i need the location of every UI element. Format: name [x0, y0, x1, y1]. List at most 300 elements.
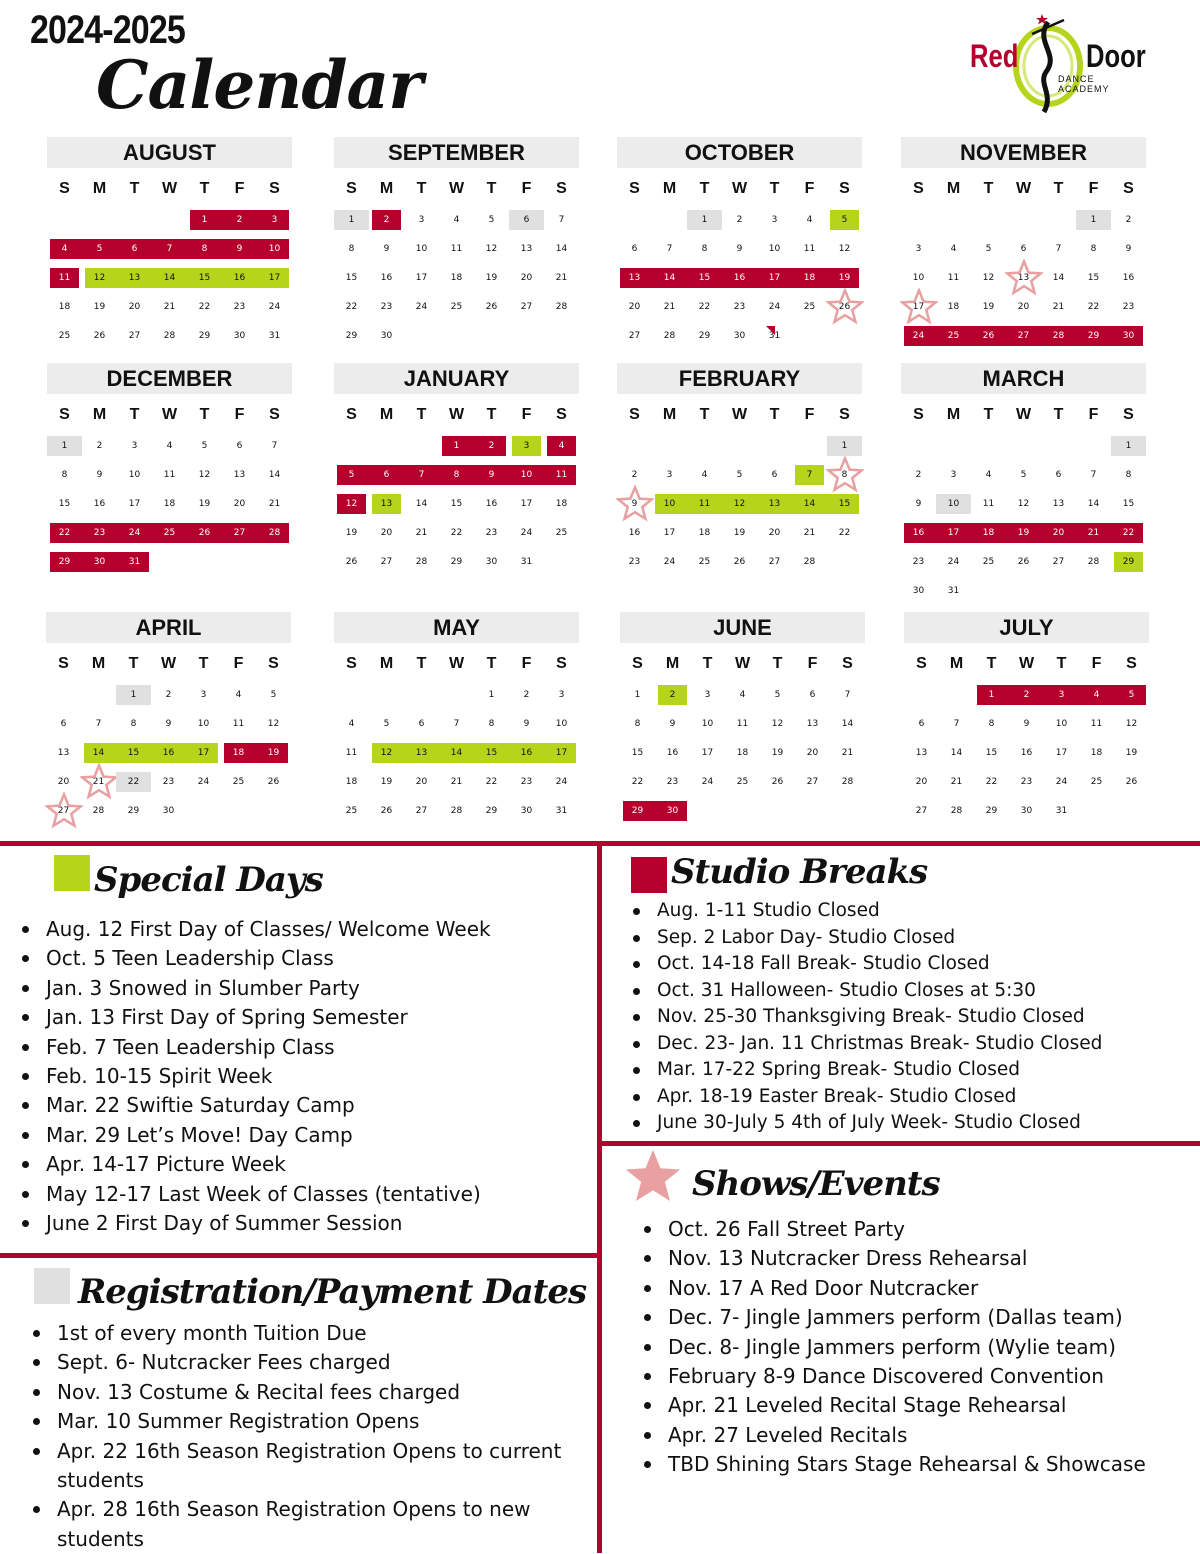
shows-events-title: Shows/Events [692, 1164, 940, 1204]
day-cell: 13 [1017, 273, 1030, 283]
day-cell: 26 [1017, 557, 1030, 567]
day-cell: 10 [197, 719, 210, 729]
day-cell: 30 [233, 331, 246, 341]
day-cell: 10 [663, 499, 676, 509]
day-cell: 9 [1023, 719, 1030, 729]
weekday-label: T [1056, 655, 1067, 672]
list-item: Aug. 12 First Day of Classes/ Welcome Week [20, 915, 590, 944]
weekday-label: W [160, 655, 177, 672]
day-cell: 4 [950, 244, 957, 254]
day-cell: 6 [236, 441, 243, 451]
day-cell: 30 [485, 557, 498, 567]
day-cell: 5 [270, 690, 277, 700]
day-cell: 5 [1020, 470, 1027, 480]
day-cell: 1 [116, 685, 151, 705]
weekday-label: M [662, 406, 677, 423]
day-cell: 23 [520, 777, 533, 787]
day-cell: 9 [383, 244, 390, 254]
weekday-label: T [129, 406, 140, 423]
day-cell: 14 [841, 719, 854, 729]
day-cell: 15 [127, 748, 140, 758]
weekday-header [46, 655, 291, 677]
day-grid [334, 432, 579, 577]
day-cell: 13 [628, 273, 641, 283]
weekday-label: S [916, 655, 927, 672]
day-cell: 13 [768, 499, 781, 509]
day-cell: 16 [1020, 748, 1033, 758]
day-cell: 11 [345, 748, 358, 758]
day-cell: 16 [93, 499, 106, 509]
day-cell: 24 [197, 777, 210, 787]
day-cell: 9 [736, 244, 743, 254]
list-item: Oct. 31 Halloween- Studio Closes at 5:30 [631, 978, 1191, 1005]
day-cell: 20 [806, 748, 819, 758]
day-cell: 29 [127, 806, 140, 816]
month-march [901, 363, 1146, 606]
day-cell: 21 [268, 499, 281, 509]
day-cell: 13 [806, 719, 819, 729]
day-grid [47, 206, 292, 351]
day-cell: 23 [1122, 302, 1135, 312]
day-cell: 4 [453, 215, 460, 225]
day-cell: 21 [803, 528, 816, 538]
weekday-header [620, 655, 865, 677]
day-cell: 14 [163, 273, 176, 283]
month-may [334, 612, 579, 826]
day-cell: 11 [1090, 719, 1103, 729]
day-cell: 14 [415, 499, 428, 509]
weekday-label: M [92, 406, 107, 423]
day-cell: 31 [947, 586, 960, 596]
day-cell: 6 [918, 719, 925, 729]
day-cell: 13 [1052, 499, 1065, 509]
day-cell: 17 [520, 499, 533, 509]
day-grid [901, 432, 1146, 606]
day-cell: 7 [271, 441, 278, 451]
day-cell: 8 [1090, 244, 1097, 254]
weekday-label: M [379, 180, 394, 197]
weekday-label: S [629, 180, 640, 197]
day-cell: 19 [380, 777, 393, 787]
day-cell: 10 [128, 470, 141, 480]
weekday-label: S [556, 655, 567, 672]
day-cell: 18 [698, 528, 711, 538]
day-cell: 3 [271, 215, 278, 225]
event-star-icon [1005, 259, 1043, 297]
day-cell: 29 [631, 806, 644, 816]
day-cell: 12 [733, 499, 746, 509]
weekday-label: W [1015, 406, 1032, 423]
day-cell: 2 [1125, 215, 1132, 225]
day-cell: 6 [509, 210, 544, 230]
day-cell: 30 [666, 806, 679, 816]
day-grid [47, 432, 292, 577]
day-cell: 11 [736, 719, 749, 729]
day-cell: 8 [488, 719, 495, 729]
day-cell: 15 [58, 499, 71, 509]
weekday-label: M [946, 406, 961, 423]
day-cell: 21 [555, 273, 568, 283]
day-cell: 13 [128, 273, 141, 283]
day-cell: 26 [982, 331, 995, 341]
day-cell: 2 [631, 470, 638, 480]
list-item: Dec. 23- Jan. 11 Christmas Break- Studio Closed [631, 1031, 1191, 1058]
list-item: Apr. 22 16th Season Registration Opens to current students [31, 1437, 586, 1496]
event-star-icon [826, 456, 864, 494]
day-cell: 5 [736, 470, 743, 480]
day-cell: 31 [555, 806, 568, 816]
day-grid [617, 206, 862, 351]
weekday-label: S [1123, 180, 1134, 197]
day-cell: 25 [1090, 777, 1103, 787]
weekday-label: M [379, 406, 394, 423]
day-cell: 6 [131, 244, 138, 254]
day-cell: 5 [383, 719, 390, 729]
day-cell: 5 [488, 215, 495, 225]
day-cell: 8 [634, 719, 641, 729]
day-cell: 25 [803, 302, 816, 312]
list-item: Dec. 7- Jingle Jammers perform (Dallas team) [642, 1303, 1192, 1332]
list-item: February 8-9 Dance Discovered Convention [642, 1362, 1192, 1391]
list-item: Oct. 5 Teen Leadership Class [20, 944, 590, 973]
weekday-label: T [983, 406, 994, 423]
weekday-label: S [346, 406, 357, 423]
registration-title: Registration/Payment Dates [78, 1272, 587, 1312]
day-cell: 3 [131, 441, 138, 451]
day-cell: 19 [982, 302, 995, 312]
day-cell: 25 [345, 806, 358, 816]
weekday-label: S [556, 180, 567, 197]
day-cell: 16 [733, 273, 746, 283]
day-cell: 21 [663, 302, 676, 312]
day-cell: 24 [1055, 777, 1068, 787]
day-cell: 27 [1017, 331, 1030, 341]
day-cell: 4 [739, 690, 746, 700]
day-cell: 27 [915, 806, 928, 816]
day-cell: 26 [93, 331, 106, 341]
list-item: Nov. 13 Costume & Recital fees charged [31, 1378, 586, 1407]
day-cell: 22 [631, 777, 644, 787]
event-star-icon [616, 485, 654, 523]
day-cell: 10 [1055, 719, 1068, 729]
day-cell: 8 [1125, 470, 1132, 480]
day-cell: 16 [666, 748, 679, 758]
event-star-icon [80, 763, 118, 801]
day-cell: 18 [450, 273, 463, 283]
day-cell: 2 [488, 441, 495, 451]
day-cell: 23 [162, 777, 175, 787]
day-cell: 18 [736, 748, 749, 758]
day-cell: 31 [268, 331, 281, 341]
month-title: OCTOBER [617, 137, 862, 168]
day-cell: 31 [757, 326, 792, 346]
day-cell: 8 [201, 244, 208, 254]
list-item: Apr. 18-19 Easter Break- Studio Closed [631, 1084, 1191, 1111]
day-cell: 16 [162, 748, 175, 758]
day-cell: 21 [415, 528, 428, 538]
day-cell: 15 [698, 273, 711, 283]
list-item: June 2 First Day of Summer Session [20, 1209, 590, 1238]
list-item: Mar. 22 Swiftie Saturday Camp [20, 1091, 590, 1120]
weekday-label: T [769, 180, 780, 197]
day-cell: 12 [267, 719, 280, 729]
day-grid [617, 432, 862, 577]
day-cell: 20 [233, 499, 246, 509]
month-december [47, 363, 292, 577]
weekday-header [901, 180, 1146, 202]
day-cell: 15 [1122, 499, 1135, 509]
weekday-header [617, 406, 862, 428]
day-cell: 17 [912, 302, 925, 312]
day-cell: 18 [982, 528, 995, 538]
day-cell: 26 [267, 777, 280, 787]
day-cell: 12 [838, 244, 851, 254]
day-cell: 8 [453, 470, 460, 480]
day-cell: 1 [1076, 210, 1111, 230]
day-cell: 3 [704, 690, 711, 700]
weekday-label: W [448, 655, 465, 672]
day-cell: 29 [485, 806, 498, 816]
day-cell: 4 [701, 470, 708, 480]
day-cell: 25 [982, 557, 995, 567]
day-cell: 25 [947, 331, 960, 341]
red-door-logo [968, 10, 1146, 122]
weekday-label: M [379, 655, 394, 672]
day-cell: 8 [130, 719, 137, 729]
list-item: Mar. 29 Let’s Move! Day Camp [20, 1121, 590, 1150]
day-cell: 14 [1087, 499, 1100, 509]
day-cell: 29 [698, 331, 711, 341]
day-cell: 14 [803, 499, 816, 509]
day-cell: 16 [380, 273, 393, 283]
day-cell: 27 [806, 777, 819, 787]
day-cell: 7 [844, 690, 851, 700]
weekday-label: T [983, 180, 994, 197]
weekday-label: T [129, 180, 140, 197]
list-item: June 30-July 5 4th of July Week- Studio Closed [631, 1110, 1191, 1137]
day-cell: 2 [165, 690, 172, 700]
weekday-header [904, 655, 1149, 677]
list-item: Jan. 3 Snowed in Slumber Party [20, 974, 590, 1003]
weekday-label: S [839, 406, 850, 423]
day-cell: 22 [485, 777, 498, 787]
day-cell: 7 [1090, 470, 1097, 480]
day-cell: 6 [631, 244, 638, 254]
day-cell: 7 [558, 215, 565, 225]
day-cell: 7 [806, 470, 813, 480]
list-item: TBD Shining Stars Stage Rehearsal & Showcase [642, 1450, 1192, 1479]
day-cell: 7 [666, 244, 673, 254]
day-cell: 13 [415, 748, 428, 758]
weekday-label: F [234, 406, 245, 423]
day-cell: 6 [383, 470, 390, 480]
day-cell: 28 [663, 331, 676, 341]
day-cell: 2 [383, 215, 390, 225]
day-cell: 5 [96, 244, 103, 254]
day-cell: 18 [163, 499, 176, 509]
day-cell: 11 [232, 719, 245, 729]
day-cell: 19 [733, 528, 746, 538]
day-grid [46, 681, 291, 826]
day-cell: 11 [555, 470, 568, 480]
day-cell: 9 [915, 499, 922, 509]
day-cell: 3 [523, 441, 530, 451]
day-cell: 25 [555, 528, 568, 538]
day-cell: 27 [768, 557, 781, 567]
day-cell: 31 [520, 557, 533, 567]
day-cell: 14 [450, 748, 463, 758]
weekday-label: M [662, 180, 677, 197]
day-cell: 19 [198, 499, 211, 509]
day-cell: 31 [128, 557, 141, 567]
event-star-icon [826, 288, 864, 326]
day-cell: 6 [60, 719, 67, 729]
day-cell: 28 [268, 528, 281, 538]
day-cell: 10 [768, 244, 781, 254]
red-square-icon [631, 857, 667, 893]
day-cell: 30 [93, 557, 106, 567]
day-cell: 11 [163, 470, 176, 480]
day-cell: 17 [197, 748, 210, 758]
weekday-label: T [1053, 180, 1064, 197]
day-cell: 23 [733, 302, 746, 312]
day-cell: 29 [1087, 331, 1100, 341]
day-cell: 28 [1052, 331, 1065, 341]
divider-vertical [597, 843, 602, 1553]
list-item: Apr. 14-17 Picture Week [20, 1150, 590, 1179]
list-item: Oct. 26 Fall Street Party [642, 1215, 1192, 1244]
weekday-label: M [91, 655, 106, 672]
day-cell: 26 [1125, 777, 1138, 787]
day-cell: 14 [950, 748, 963, 758]
weekday-header [901, 406, 1146, 428]
weekday-label: M [92, 180, 107, 197]
day-cell: 20 [915, 777, 928, 787]
weekday-header [47, 406, 292, 428]
day-cell: 28 [803, 557, 816, 567]
day-cell: 26 [198, 528, 211, 538]
day-cell: 26 [380, 806, 393, 816]
day-cell: 17 [415, 273, 428, 283]
weekday-label: S [629, 406, 640, 423]
day-cell: 8 [988, 719, 995, 729]
day-cell: 28 [92, 806, 105, 816]
list-item: Mar. 10 Summer Registration Opens [31, 1407, 586, 1436]
day-cell: 30 [162, 806, 175, 816]
day-cell: 27 [520, 302, 533, 312]
list-item: Sept. 6- Nutcracker Fees charged [31, 1348, 586, 1377]
day-cell: 21 [163, 302, 176, 312]
day-cell: 22 [838, 528, 851, 538]
day-cell: 18 [232, 748, 245, 758]
day-cell: 6 [418, 719, 425, 729]
day-cell: 29 [345, 331, 358, 341]
weekday-label: S [839, 180, 850, 197]
day-cell: 2 [523, 690, 530, 700]
day-cell: 27 [1052, 557, 1065, 567]
month-october [617, 137, 862, 351]
weekday-label: S [58, 655, 69, 672]
day-cell: 12 [93, 273, 106, 283]
day-cell: 10 [912, 273, 925, 283]
list-item: Nov. 25-30 Thanksgiving Break- Studio Closed [631, 1004, 1191, 1031]
weekday-label: W [731, 406, 748, 423]
day-cell: 21 [450, 777, 463, 787]
day-cell: 8 [841, 470, 848, 480]
day-grid [901, 206, 1146, 351]
weekday-label: F [1088, 406, 1099, 423]
registration-list [31, 1319, 586, 1554]
day-cell: 8 [701, 244, 708, 254]
day-cell: 23 [628, 557, 641, 567]
day-cell: 11 [803, 244, 816, 254]
day-cell: 17 [555, 748, 568, 758]
day-cell: 15 [198, 273, 211, 283]
day-cell: 14 [555, 244, 568, 254]
day-cell: 4 [806, 215, 813, 225]
day-cell: 12 [345, 499, 358, 509]
day-cell: 17 [663, 528, 676, 538]
day-cell: 24 [768, 302, 781, 312]
day-cell: 16 [520, 748, 533, 758]
list-item: Dec. 8- Jingle Jammers perform (Wylie team) [642, 1333, 1192, 1362]
day-cell: 20 [57, 777, 70, 787]
weekday-label: T [1053, 406, 1064, 423]
day-cell: 21 [1052, 302, 1065, 312]
day-cell: 20 [1052, 528, 1065, 538]
weekday-label: T [486, 655, 497, 672]
day-cell: 11 [698, 499, 711, 509]
weekday-label: W [161, 406, 178, 423]
weekday-header [47, 180, 292, 202]
day-grid [904, 681, 1149, 826]
day-cell: 8 [348, 244, 355, 254]
list-item: Nov. 13 Nutcracker Dress Rehearsal [642, 1244, 1192, 1273]
day-cell: 1 [687, 210, 722, 230]
day-cell: 28 [450, 806, 463, 816]
day-cell: 12 [1125, 719, 1138, 729]
day-cell: 5 [348, 470, 355, 480]
day-cell: 17 [947, 528, 960, 538]
day-cell: 13 [915, 748, 928, 758]
day-cell: 28 [841, 777, 854, 787]
month-april [46, 612, 291, 826]
day-cell: 31 [1055, 806, 1068, 816]
day-cell: 24 [701, 777, 714, 787]
studio-breaks-list [631, 898, 1191, 1137]
day-cell: 22 [698, 302, 711, 312]
day-grid [334, 681, 579, 826]
day-cell: 20 [415, 777, 428, 787]
weekday-label: S [913, 406, 924, 423]
divider-left-middle [0, 1253, 600, 1258]
list-item: Oct. 14-18 Fall Break- Studio Closed [631, 951, 1191, 978]
day-cell: 7 [95, 719, 102, 729]
weekday-label: S [632, 655, 643, 672]
day-cell: 20 [520, 273, 533, 283]
day-cell: 3 [1058, 690, 1065, 700]
weekday-label: T [772, 655, 783, 672]
day-cell: 22 [450, 528, 463, 538]
day-cell: 2 [96, 441, 103, 451]
day-cell: 13 [57, 748, 70, 758]
day-cell: 3 [200, 690, 207, 700]
month-title: SEPTEMBER [334, 137, 579, 168]
shows-events-list [642, 1215, 1192, 1480]
list-item: Jan. 13 First Day of Spring Semester [20, 1003, 590, 1032]
day-cell: 29 [198, 331, 211, 341]
day-cell: 18 [58, 302, 71, 312]
